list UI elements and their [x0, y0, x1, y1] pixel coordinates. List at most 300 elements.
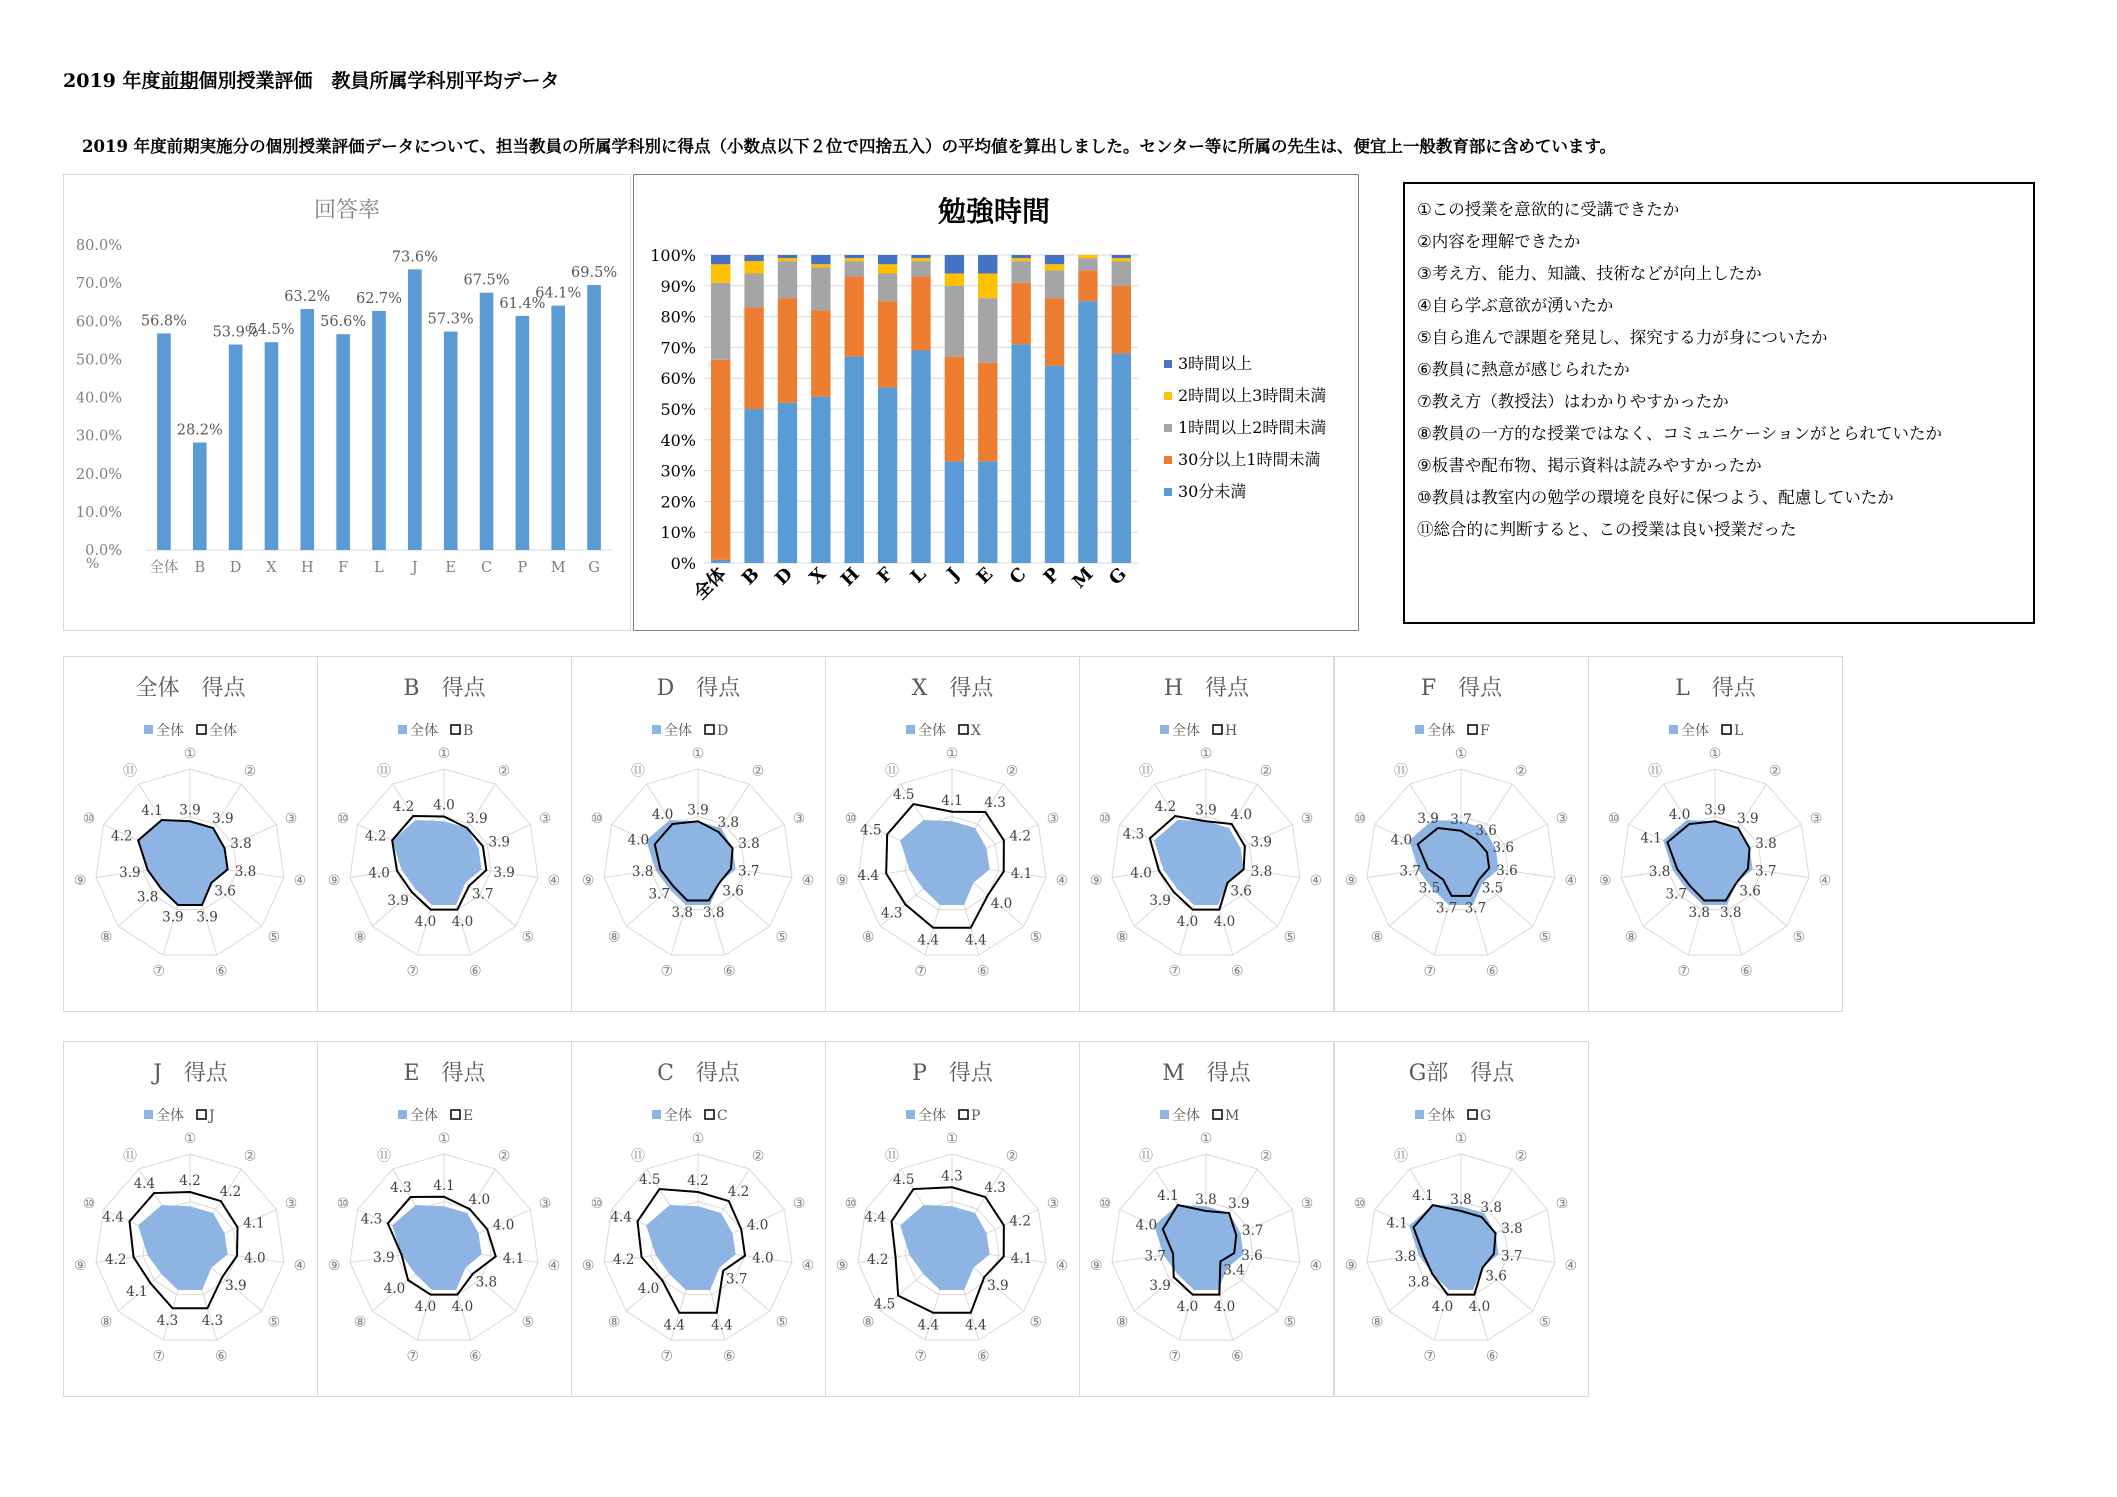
bar — [193, 442, 207, 550]
radar-data-label: 4.4 — [610, 1209, 632, 1226]
legend-label: G — [1480, 1108, 1492, 1124]
radar-title: L 得点 — [1675, 676, 1756, 701]
y-tick-label: 100% — [650, 246, 696, 265]
radar-title: G部 得点 — [1408, 1061, 1515, 1086]
radar-data-label: 4.1 — [502, 1251, 525, 1268]
radar-data-label: 3.5 — [1481, 880, 1504, 897]
bar-segment — [744, 255, 763, 261]
radar-data-label: 4.0 — [1176, 914, 1199, 931]
radar-axis-label: ⑩ — [1353, 810, 1367, 827]
radar-axis-label: ⑧ — [1370, 1314, 1384, 1331]
legend-label: 全体 — [156, 1108, 184, 1124]
bar-segment — [711, 255, 730, 264]
radar-svg — [64, 1042, 317, 1396]
radar-data-label: 3.6 — [1492, 840, 1515, 857]
radar-data-label: 4.0 — [244, 1250, 266, 1267]
radar-data-label: 4.2 — [179, 1173, 201, 1189]
x-tick-label: H — [300, 560, 314, 576]
radar-axis-label: ⑤ — [775, 929, 789, 946]
radar-axis-label: ① — [1199, 1131, 1213, 1147]
radar-axis-label: ⑦ — [914, 963, 928, 980]
radar-data-label: 4.4 — [133, 1175, 156, 1192]
radar-data-label: 4.5 — [639, 1171, 661, 1188]
legend-label: 2時間以上3時間未満 — [1178, 386, 1327, 405]
radar-axis-label: ① — [183, 1131, 197, 1147]
radar-data-label: 3.9 — [466, 810, 488, 827]
radar-data-label: 4.3 — [984, 794, 1006, 811]
legend-label: 全体 — [410, 1108, 438, 1124]
bar — [480, 293, 494, 550]
radar-axis-label: ⑧ — [99, 929, 113, 946]
radar-data-label: 4.4 — [102, 1209, 124, 1226]
radar-axis-label: ⑦ — [1677, 963, 1691, 980]
legend-label: 30分未満 — [1178, 482, 1247, 501]
data-label: 61.4% — [499, 295, 546, 312]
radar-area-overall — [138, 1205, 227, 1290]
y-tick-label: 80% — [660, 307, 696, 327]
bar-segment — [811, 255, 830, 264]
y-tick-label: 60% — [660, 369, 696, 389]
radar-axis-label: ⑦ — [406, 963, 420, 980]
radar-axis-label: ⑤ — [1283, 929, 1297, 946]
bar-segment — [1045, 270, 1064, 298]
radar-data-label: 3.8 — [1195, 1192, 1217, 1208]
radar-data-label: 3.8 — [703, 904, 725, 921]
x-tick-label: C — [1005, 563, 1031, 589]
radar-data-label: 3.8 — [1480, 1199, 1503, 1216]
radar-data-label: 4.4 — [864, 1209, 886, 1226]
radar-data-label: 4.0 — [1468, 1299, 1491, 1316]
radar-data-label: 4.4 — [917, 932, 939, 949]
radar-data-label: 4.5 — [860, 822, 882, 839]
radar-axis-label: ⑦ — [660, 963, 674, 980]
radar-data-label: 3.8 — [475, 1274, 498, 1291]
legend-label: H — [1225, 723, 1238, 739]
radar-title: P 得点 — [912, 1061, 993, 1086]
radar-data-label: 3.7 — [1399, 863, 1422, 880]
radar-data-label: 4.2 — [687, 1173, 709, 1189]
radar-data-label: 4.3 — [390, 1179, 412, 1196]
radar-axis-label: ⑩ — [590, 1195, 604, 1212]
radar-axis-label: ⑧ — [861, 1314, 875, 1331]
radar-data-label: 4.4 — [663, 1317, 685, 1334]
bar-segment — [945, 461, 964, 563]
radar-axis-label: ① — [1454, 1131, 1468, 1147]
radar-axis-label: ⑥ — [976, 1348, 990, 1365]
bar — [300, 309, 314, 550]
y-tick-label: 0.0% — [85, 543, 122, 559]
radar-axis-label: ⑪ — [1138, 763, 1153, 780]
radar-data-label: 3.7 — [1435, 900, 1458, 917]
radar-axis-label: ③ — [284, 810, 298, 827]
radar-axis-label: ③ — [1300, 810, 1314, 827]
radar-axis-label: ⑧ — [1115, 1314, 1129, 1331]
radar-data-label: 3.8 — [717, 814, 740, 831]
radar-data-label: 4.0 — [990, 895, 1013, 912]
data-label: 73.6% — [391, 249, 438, 266]
radar-data-label: 4.3 — [941, 1168, 963, 1185]
radar-axis-label: ⑪ — [1647, 763, 1662, 780]
x-tick-label: C — [480, 560, 493, 576]
x-tick-label: E — [445, 560, 456, 576]
legend-swatch — [959, 1110, 968, 1119]
data-label: 62.7% — [355, 290, 403, 307]
bar-segment — [1011, 258, 1030, 261]
radar-data-label: 3.8 — [1501, 1221, 1523, 1238]
radar-data-label: 4.2 — [219, 1183, 242, 1200]
legend-swatch — [906, 1110, 915, 1119]
radar-chart — [317, 1041, 572, 1397]
radar-axis-label: ② — [1514, 763, 1528, 780]
y-tick-label: 30.0% — [75, 428, 122, 445]
radar-data-label: 3.9 — [1737, 810, 1759, 827]
legend-label: L — [1734, 723, 1744, 739]
radar-data-label: 4.0 — [752, 1250, 774, 1267]
x-tick-label: D — [229, 560, 242, 576]
radar-data-label: 3.9 — [1149, 1277, 1171, 1294]
radar-data-label: 3.7 — [1241, 1223, 1264, 1240]
radar-axis-label: ④ — [547, 872, 561, 889]
study-time-svg — [634, 175, 1358, 630]
y-tick-label: 30% — [660, 461, 696, 481]
y-tick-label: 40% — [660, 430, 696, 450]
radar-data-label: 3.9 — [162, 909, 184, 926]
radar-chart — [317, 656, 572, 1012]
bar-segment — [1011, 261, 1030, 283]
radar-axis-label: ⑤ — [1538, 929, 1552, 946]
radar-data-label: 3.8 — [230, 836, 252, 853]
legend-swatch — [1160, 725, 1169, 734]
radar-title: 全体 得点 — [135, 676, 246, 701]
radar-data-label: 3.9 — [1417, 810, 1439, 827]
x-tick-label: D — [771, 563, 797, 590]
bar-segment — [878, 264, 897, 273]
legend-swatch — [451, 725, 460, 734]
x-tick-label: G — [588, 560, 600, 576]
radar-data-label: 3.8 — [1755, 836, 1777, 853]
bar-segment — [945, 357, 964, 462]
radar-axis-label: ⑤ — [521, 1314, 535, 1331]
radar-area-overall — [900, 820, 989, 905]
radar-data-label: 4.2 — [867, 1251, 889, 1268]
radar-axis-label: ⑧ — [1624, 929, 1638, 946]
x-tick-label: H — [836, 563, 864, 591]
radar-axis-label: ② — [497, 763, 511, 780]
bar-segment — [945, 255, 964, 273]
radar-axis-label: ⑨ — [1344, 872, 1358, 889]
radar-axis-label: ⑧ — [1115, 929, 1129, 946]
question-item: ⑤自ら進んで課題を発見し、探究する力が身についたか — [1417, 328, 1828, 347]
bar-segment — [845, 261, 864, 276]
question-item: ⑪総合的に判断すると、この授業は良い授業だった — [1417, 520, 1797, 539]
bar-segment — [778, 255, 797, 258]
radar-axis-label: ⑩ — [1098, 810, 1112, 827]
radar-axis-label: ⑦ — [660, 1348, 674, 1365]
radar-axis-label: ⑨ — [73, 872, 87, 889]
radar-data-label: 4.1 — [1010, 866, 1033, 883]
radar-data-label: 3.7 — [1754, 863, 1777, 880]
radar-axis-label: ⑥ — [722, 1348, 736, 1365]
radar-axis-label: ④ — [1309, 872, 1323, 889]
legend-label: 3時間以上 — [1178, 354, 1253, 373]
y-tick-label: 10% — [660, 523, 696, 543]
x-tick-label: G — [1105, 563, 1131, 590]
radar-axis-label: ② — [243, 763, 257, 780]
radar-data-label: 3.6 — [722, 883, 744, 900]
radar-data-label: 3.6 — [1739, 883, 1761, 900]
question-item: ①この授業を意欲的に受講できたか — [1417, 200, 1680, 219]
bar-segment — [911, 261, 930, 276]
radar-data-label: 3.5 — [1418, 880, 1441, 897]
radar-data-label: 4.2 — [1009, 828, 1031, 845]
data-label: 56.6% — [320, 314, 367, 331]
x-tick-label: B — [738, 563, 764, 590]
legend-swatch — [1415, 1110, 1424, 1119]
radar-title: M 得点 — [1162, 1061, 1251, 1086]
question-item: ③考え方、能力、知識、技術などが向上したか — [1417, 264, 1762, 283]
radar-axis-label: ⑧ — [861, 929, 875, 946]
radar-data-label: 3.9 — [493, 864, 515, 881]
question-item: ⑨板書や配布物、掲示資料は読みやすかったか — [1417, 456, 1762, 475]
radar-data-label: 3.8 — [1648, 864, 1671, 881]
radar-data-label: 4.3 — [880, 905, 903, 922]
radar-axis-label: ⑨ — [1344, 1257, 1358, 1274]
radar-axis-label: ⑨ — [835, 872, 849, 889]
radar-data-label: 3.8 — [1407, 1274, 1430, 1291]
radar-axis-label: ⑨ — [327, 1257, 341, 1274]
radar-data-label: 4.0 — [414, 914, 437, 931]
legend-label: 全体 — [1172, 723, 1200, 739]
radar-data-label: 4.0 — [1213, 914, 1236, 931]
radar-data-label: 4.2 — [111, 828, 133, 845]
bar-segment — [711, 360, 730, 560]
radar-data-label: 3.9 — [119, 864, 141, 881]
bar-segment — [1078, 301, 1097, 563]
x-tick-label: J — [411, 560, 418, 576]
radar-data-label: 3.6 — [1230, 883, 1252, 900]
bar — [157, 333, 171, 550]
study-time-chart — [633, 174, 1359, 631]
radar-data-label: 4.0 — [433, 797, 455, 814]
bar-segment — [1045, 255, 1064, 264]
bar — [265, 342, 279, 550]
radar-axis-label: ③ — [538, 810, 552, 827]
bar-segment — [945, 273, 964, 285]
question-item: ⑦教え方（教授法）はわかりやすかったか — [1417, 392, 1729, 411]
radar-data-label: 4.0 — [451, 1299, 474, 1316]
radar-data-label: 4.1 — [1640, 830, 1662, 847]
y-tick-label: 50.0% — [75, 352, 122, 369]
question-item: ②内容を理解できたか — [1417, 232, 1581, 251]
chart-title: 回答率 — [313, 198, 381, 223]
radar-data-label: 4.4 — [917, 1317, 939, 1334]
radar-axis-label: ⑤ — [1029, 1314, 1043, 1331]
bar-segment — [1078, 258, 1097, 270]
radar-data-label: 4.2 — [727, 1183, 750, 1200]
bar — [372, 311, 386, 550]
radar-data-label: 3.9 — [987, 1277, 1009, 1294]
bar-segment — [811, 397, 830, 563]
legend-label: D — [717, 723, 729, 739]
radar-axis-label: ④ — [293, 872, 307, 889]
bar-segment — [778, 298, 797, 403]
radar-data-label: 4.0 — [651, 806, 674, 823]
data-label: 54.5% — [248, 322, 295, 339]
legend-swatch — [1164, 360, 1172, 368]
x-tick-label: P — [517, 560, 528, 576]
radar-data-label: 4.4 — [965, 932, 987, 949]
radar-axis-label: ② — [1005, 763, 1019, 780]
bar — [444, 332, 458, 550]
radar-data-label: 3.9 — [1250, 834, 1273, 851]
question-item: ⑧教員の一方的な授業ではなく、コミュニケーションがとられていたか — [1417, 424, 1942, 443]
bar-segment — [1011, 283, 1030, 345]
radar-axis-label: ⑨ — [327, 872, 341, 889]
radar-axis-label: ⑥ — [1230, 1348, 1244, 1365]
radar-title: C 得点 — [657, 1061, 740, 1086]
bar-segment — [1112, 261, 1131, 286]
question-list — [1403, 182, 2035, 624]
radar-svg — [572, 657, 825, 1011]
x-tick-label: F — [338, 560, 349, 576]
y-tick-label: 90% — [660, 276, 696, 296]
y-tick-label: 50% — [660, 400, 696, 419]
x-tick-label: M — [1068, 563, 1098, 593]
radar-axis-label: ⑩ — [844, 1195, 858, 1212]
radar-data-label: 4.5 — [873, 1296, 896, 1313]
radar-axis-label: ③ — [1046, 1195, 1060, 1212]
radar-axis-label: ⑤ — [775, 1314, 789, 1331]
radar-axis-label: ⑪ — [1393, 763, 1408, 780]
radar-chart — [63, 1041, 318, 1397]
bar-segment — [744, 261, 763, 273]
radar-axis-label: ① — [691, 1131, 705, 1147]
radar-axis-label: ⑥ — [1485, 963, 1499, 980]
bar-segment — [711, 560, 730, 563]
bar-segment — [778, 258, 797, 261]
bar-segment — [945, 286, 964, 357]
radar-axis-label: ⑥ — [468, 1348, 482, 1365]
radar-axis-label: ⑦ — [1423, 1348, 1437, 1365]
response-rate-svg — [64, 175, 630, 630]
radar-axis-label: ⑧ — [607, 929, 621, 946]
bar-segment — [978, 255, 997, 273]
radar-axis-label: ⑦ — [406, 1348, 420, 1365]
legend-swatch — [1415, 725, 1424, 734]
bar-segment — [778, 403, 797, 563]
radar-data-label: 4.3 — [984, 1179, 1006, 1196]
x-tick-label: X — [266, 560, 277, 576]
data-label: 63.2% — [284, 289, 331, 306]
legend-swatch — [959, 725, 968, 734]
y-tick-label: 20% — [660, 492, 696, 512]
radar-svg — [1589, 657, 1842, 1011]
radar-axis-label: ④ — [1564, 872, 1578, 889]
radar-data-label: 4.1 — [433, 1177, 455, 1194]
radar-svg — [826, 657, 1079, 1011]
bar-segment — [811, 267, 830, 310]
radar-title: E 得点 — [403, 1061, 486, 1086]
radar-data-label: 4.1 — [1157, 1187, 1179, 1204]
radar-data-label: 3.9 — [387, 892, 409, 909]
bar-segment — [978, 298, 997, 363]
radar-axis-label: ④ — [293, 1257, 307, 1274]
radar-title: D 得点 — [656, 676, 741, 701]
bar-segment — [845, 258, 864, 261]
radar-axis-label: ⑪ — [122, 763, 137, 780]
radar-axis-label: ② — [497, 1148, 511, 1165]
bar-segment — [1112, 258, 1131, 261]
radar-data-label: 3.7 — [725, 1271, 748, 1288]
bar-segment — [978, 461, 997, 563]
radar-data-label: 4.0 — [1668, 806, 1691, 823]
radar-data-label: 3.6 — [1485, 1268, 1507, 1285]
data-label: 67.5% — [463, 272, 510, 289]
radar-svg — [1080, 657, 1333, 1011]
radar-data-label: 4.0 — [1390, 832, 1413, 849]
radar-axis-label: ⑦ — [152, 963, 166, 980]
radar-data-label: 3.7 — [1500, 1248, 1523, 1265]
radar-data-label: 4.1 — [941, 792, 963, 809]
radar-data-label: 3.7 — [1450, 811, 1472, 828]
radar-data-label: 4.3 — [156, 1312, 179, 1329]
radar-svg — [64, 657, 317, 1011]
radar-title: H 得点 — [1163, 676, 1250, 701]
bar-segment — [878, 387, 897, 563]
radar-axis-label: ⑨ — [581, 1257, 595, 1274]
radar-axis-label: ③ — [1046, 810, 1060, 827]
legend-label: X — [971, 723, 981, 739]
radar-data-label: 4.1 — [243, 1215, 265, 1232]
radar-axis-label: ① — [1454, 746, 1468, 762]
radar-axis-label: ② — [1005, 1148, 1019, 1165]
bar-segment — [1112, 354, 1131, 563]
radar-axis-label: ⑦ — [152, 1348, 166, 1365]
radar-chart — [571, 1041, 826, 1397]
bar-segment — [845, 357, 864, 563]
radar-axis-label: ⑥ — [1739, 963, 1753, 980]
radar-data-label: 4.0 — [1135, 1217, 1158, 1234]
radar-data-label: 3.7 — [737, 863, 760, 880]
y-tick-label: 80.0% — [75, 238, 122, 254]
radar-data-label: 4.0 — [383, 1280, 406, 1297]
radar-axis-label: ④ — [1564, 1257, 1578, 1274]
legend-swatch — [451, 1110, 460, 1119]
data-label: 56.8% — [140, 313, 187, 330]
radar-data-label: 4.1 — [1386, 1215, 1408, 1232]
bar-segment — [811, 310, 830, 396]
bar — [336, 334, 350, 550]
radar-chart — [1334, 656, 1589, 1012]
legend-swatch — [705, 725, 714, 734]
bar — [587, 285, 601, 550]
radar-axis-label: ⑥ — [1230, 963, 1244, 980]
bar-segment — [1078, 255, 1097, 258]
legend-swatch — [652, 725, 661, 734]
radar-chart — [825, 656, 1080, 1012]
radar-data-label: 4.3 — [360, 1211, 383, 1228]
radar-axis-label: ⑨ — [1089, 1257, 1103, 1274]
radar-axis-label: ④ — [547, 1257, 561, 1274]
radar-svg — [1335, 1042, 1588, 1396]
radar-axis-label: ③ — [284, 1195, 298, 1212]
radar-axis-label: ⑧ — [607, 1314, 621, 1331]
legend-swatch — [1468, 725, 1477, 734]
radar-axis-label: ① — [1708, 746, 1722, 762]
radar-axis-label: ① — [945, 746, 959, 762]
data-label: 69.5% — [571, 265, 618, 282]
legend-label: 全体 — [156, 723, 184, 739]
